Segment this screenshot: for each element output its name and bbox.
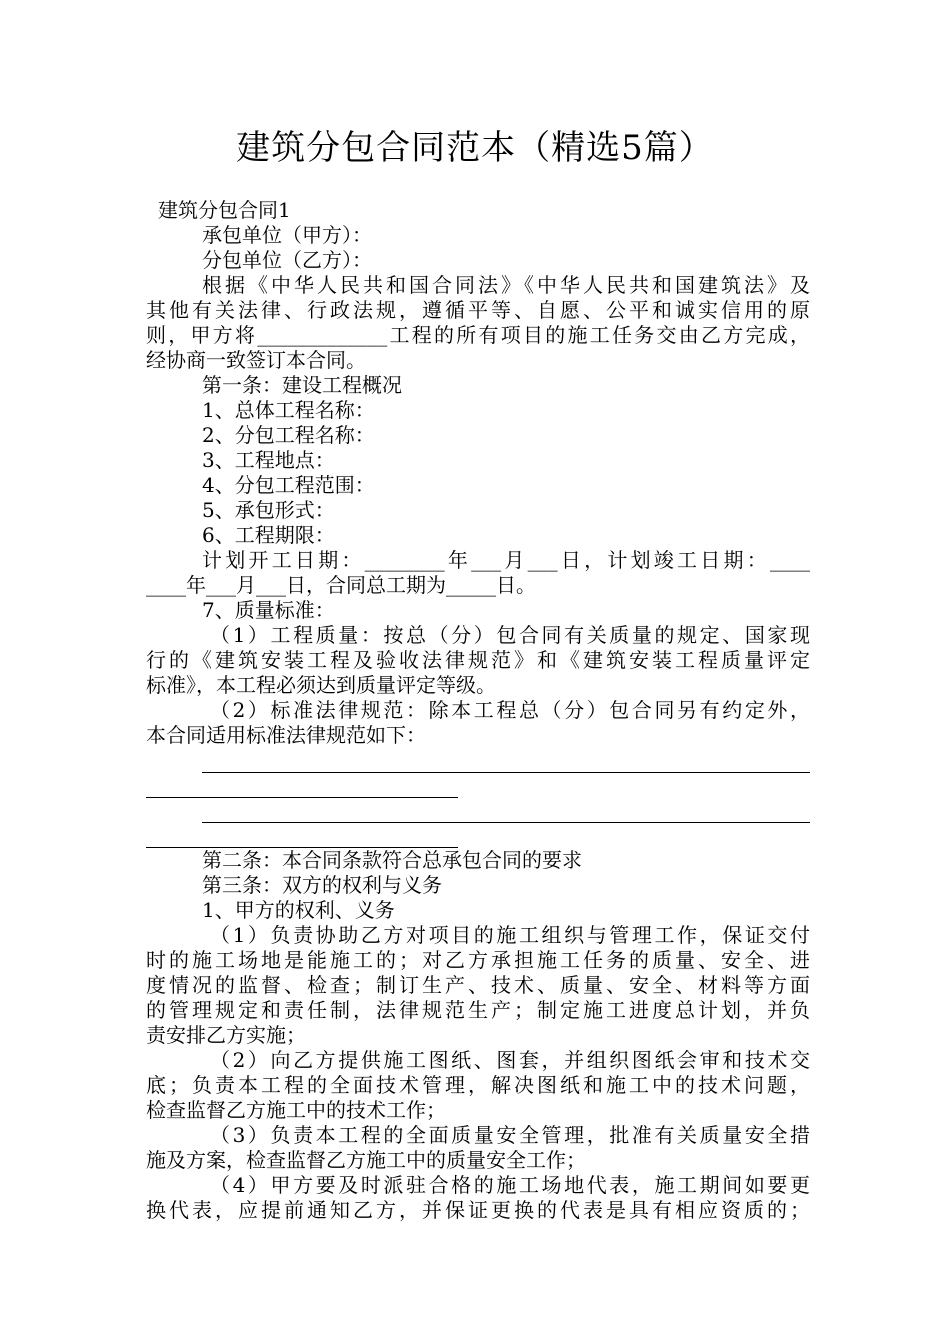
paragraph-line: 标准》，本工程必须达到质量评定等级。: [146, 673, 496, 697]
paragraph-line: 换代表，应提前通知乙方，并保证更换的代表是具有相应资质的；: [146, 1198, 810, 1222]
paragraph-line: 责安排乙方实施；: [146, 1023, 306, 1047]
paragraph-line: （1）负责协助乙方对项目的施工组织与管理工作，保证交付: [210, 923, 810, 947]
paragraph-line: 则，甲方将_____________工程的所有项目的施工任务交由乙方完成，: [146, 323, 810, 347]
section-heading: 建筑分包合同1: [158, 198, 291, 222]
paragraph-line: 经协商一致签订本合同。: [146, 348, 366, 372]
paragraph-line: 检查监督乙方施工中的技术工作；: [146, 1098, 446, 1122]
paragraph-line: 的管理规定和责任制，法律规范生产；制定施工进度总计划，并负: [146, 998, 810, 1022]
document-body: [146, 198, 810, 1223]
fill-in-blank-line: [146, 823, 458, 848]
party-b-line: 分包单位（乙方）：: [202, 248, 372, 272]
paragraph-line: 其他有关法律、行政法规，遵循平等、自愿、公平和诚实信用的原: [146, 298, 810, 322]
paragraph-line: （2）标准法律规范：除本工程总（分）包合同另有约定外，: [210, 698, 810, 722]
paragraph-line: 度情况的监督、检查；制订生产、技术、质量、安全、材料等方面: [146, 973, 810, 997]
list-item: 4、分包工程范围：: [202, 473, 375, 497]
paragraph-line: 行的《建筑安装工程及验收法律规范》和《建筑安装工程质量评定: [146, 648, 810, 672]
schedule-line: ____年___月___日，合同总工期为_____日。: [146, 573, 536, 597]
fill-in-blank-line: [146, 773, 458, 798]
article-heading: 第三条：双方的权利与义务: [202, 873, 442, 897]
list-item: 1、甲方的权利、义务: [202, 898, 395, 922]
paragraph-line: 时的施工场地是能施工的；对乙方承担施工任务的质量、安全、进: [146, 948, 810, 972]
list-item: 3、工程地点：: [202, 448, 335, 472]
list-item: 2、分包工程名称：: [202, 423, 375, 447]
fill-in-blank-line: [202, 798, 810, 823]
list-item: 5、承包形式：: [202, 498, 335, 522]
list-item: 1、总体工程名称：: [202, 398, 375, 422]
article-heading: 第二条：本合同条款符合总承包合同的要求: [202, 848, 582, 872]
list-item: 7、质量标准：: [202, 598, 335, 622]
list-item: 6、工程期限：: [202, 523, 335, 547]
paragraph-line: 底；负责本工程的全面技术管理，解决图纸和施工中的技术问题，: [146, 1073, 810, 1097]
paragraph-line: 本合同适用标准法律规范如下：: [146, 723, 426, 747]
paragraph-line: （3）负责本工程的全面质量安全管理，批准有关质量安全措: [210, 1123, 810, 1147]
paragraph-line: （2）向乙方提供施工图纸、图套，并组织图纸会审和技术交: [210, 1048, 810, 1072]
paragraph-line: （1）工程质量：按总（分）包合同有关质量的规定、国家现: [210, 623, 810, 647]
fill-in-blank-line: [202, 748, 810, 773]
party-a-line: 承包单位（甲方）：: [202, 223, 372, 247]
paragraph-line: 施及方案，检查监督乙方施工中的质量安全工作；: [146, 1148, 586, 1172]
paragraph-line: （4）甲方要及时派驻合格的施工场地代表，施工期间如要更: [210, 1173, 810, 1197]
paragraph-line: 根据《中华人民共和国合同法》《中华人民共和国建筑法》及: [202, 273, 810, 297]
article-heading: 第一条：建设工程概况: [202, 373, 402, 397]
document-title: 建筑分包合同范本（精选5篇）: [236, 128, 714, 168]
schedule-line: 计划开工日期：________年___月___日，计划竣工日期：____: [202, 548, 810, 572]
